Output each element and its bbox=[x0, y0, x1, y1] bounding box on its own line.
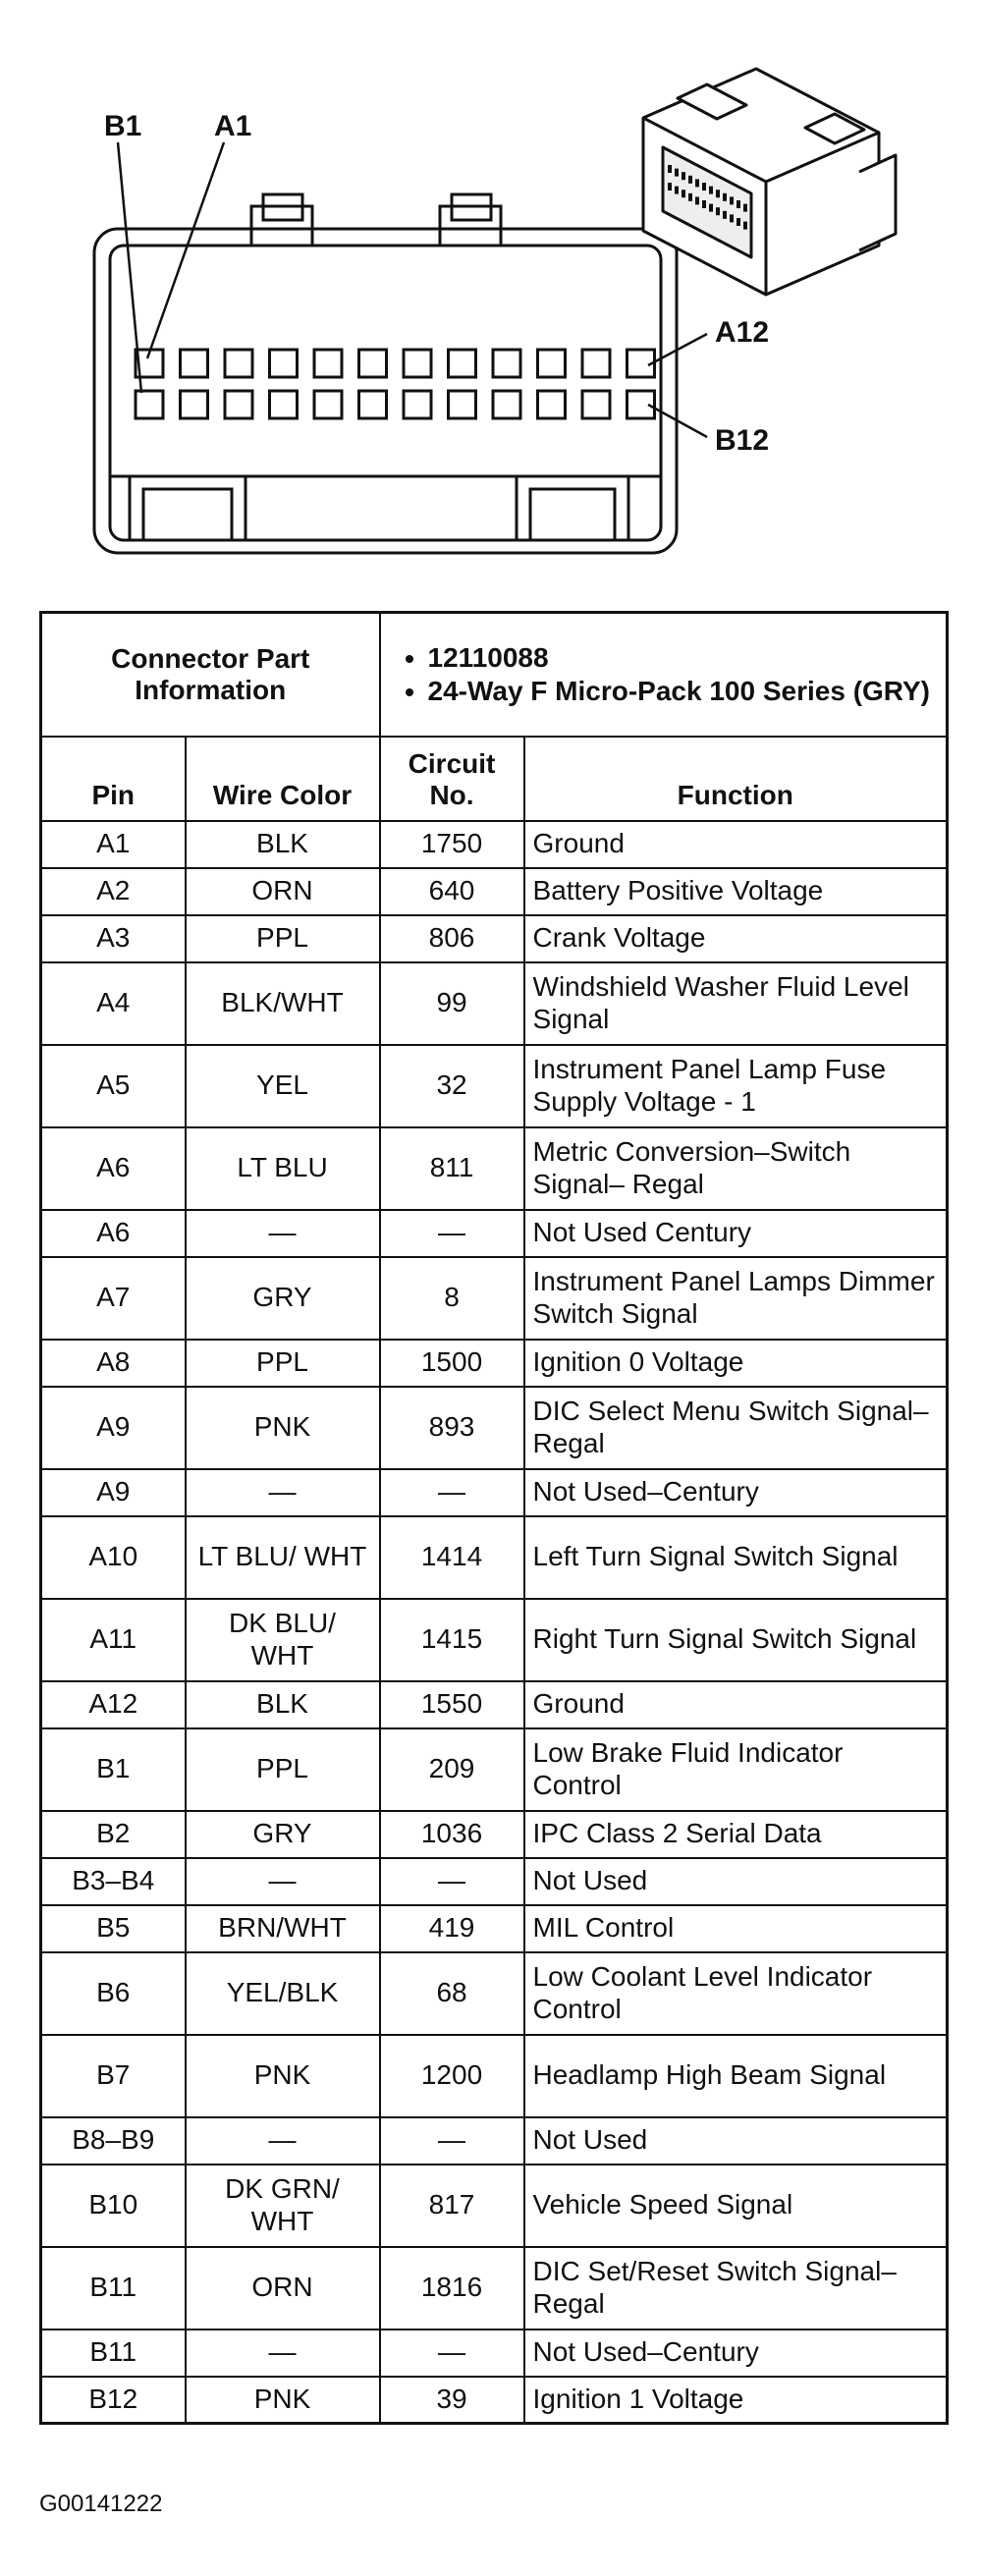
wire-color-cell: DK GRN/ WHT bbox=[186, 2165, 380, 2247]
header-wire-color: Wire Color bbox=[186, 737, 380, 821]
table-row bbox=[41, 1728, 948, 1811]
pin-cavity bbox=[314, 350, 342, 377]
figure-code: G00141222 bbox=[39, 2491, 163, 2517]
table-row bbox=[41, 1340, 948, 1387]
wire-color-cell: PNK bbox=[186, 1387, 380, 1469]
wire-color-cell: — bbox=[186, 2329, 380, 2377]
table-row bbox=[41, 2377, 948, 2424]
pin-grid bbox=[136, 350, 655, 418]
label-a1: A1 bbox=[214, 110, 252, 142]
table-row bbox=[41, 1811, 948, 1858]
pin-cavity bbox=[359, 350, 387, 377]
pin-cavity bbox=[225, 391, 252, 418]
function-cell: Left Turn Signal Switch Signal bbox=[524, 1516, 948, 1599]
pin-cavity bbox=[493, 350, 520, 377]
wire-color-cell: PNK bbox=[186, 2035, 380, 2117]
pin-cell: A8 bbox=[41, 1340, 186, 1387]
wire-color-cell: ORN bbox=[186, 2247, 380, 2329]
table-row bbox=[41, 1905, 948, 1952]
function-cell: Not Used–Century bbox=[524, 2329, 948, 2377]
circuit-cell: 39 bbox=[380, 2377, 524, 2424]
pin-cell: B2 bbox=[41, 1811, 186, 1858]
table-row bbox=[41, 1257, 948, 1340]
circuit-cell: 8 bbox=[380, 1257, 524, 1340]
iso-pin bbox=[736, 218, 740, 226]
pin-cell: B8–B9 bbox=[41, 2117, 186, 2165]
wire-color-cell: GRY bbox=[186, 1811, 380, 1858]
pin-cell: A11 bbox=[41, 1599, 186, 1681]
circuit-cell: — bbox=[380, 2117, 524, 2165]
function-cell: Crank Voltage bbox=[524, 915, 948, 962]
pin-cavity bbox=[493, 391, 520, 418]
connector-info-list bbox=[389, 642, 939, 707]
function-cell: Ignition 1 Voltage bbox=[524, 2377, 948, 2424]
circuit-cell: 1036 bbox=[380, 1811, 524, 1858]
pin-cavity bbox=[225, 350, 252, 377]
circuit-cell: 806 bbox=[380, 915, 524, 962]
pin-cell: A10 bbox=[41, 1516, 186, 1599]
connector-description: • 24-Way F Micro-Pack 100 Series (GRY) bbox=[428, 676, 939, 707]
wire-color-cell: PPL bbox=[186, 1728, 380, 1811]
circuit-cell: — bbox=[380, 2329, 524, 2377]
circuit-cell: 817 bbox=[380, 2165, 524, 2247]
header-function: Function bbox=[524, 737, 948, 821]
wire-color-cell: GRY bbox=[186, 1257, 380, 1340]
pin-cell: B1 bbox=[41, 1728, 186, 1811]
table-row bbox=[41, 1599, 948, 1681]
table-row bbox=[41, 1516, 948, 1599]
pin-cavity bbox=[270, 350, 298, 377]
iso-pin bbox=[682, 190, 685, 197]
circuit-cell: — bbox=[380, 1469, 524, 1516]
pin-cell: B3–B4 bbox=[41, 1858, 186, 1905]
function-cell: Instrument Panel Lamp Fuse Supply Voltage - 1 bbox=[524, 1045, 948, 1127]
iso-pin bbox=[695, 196, 699, 204]
wire-color-cell: — bbox=[186, 1210, 380, 1257]
pin-cell: A4 bbox=[41, 962, 186, 1045]
header-pin: Pin bbox=[41, 737, 186, 821]
pin-cell: A9 bbox=[41, 1387, 186, 1469]
table-row bbox=[41, 962, 948, 1045]
table-header-row bbox=[41, 737, 948, 821]
connector-info-cell bbox=[380, 613, 948, 737]
label-b1: B1 bbox=[104, 110, 142, 142]
function-cell: Metric Conversion–Switch Signal– Regal bbox=[524, 1127, 948, 1210]
pin-cavity bbox=[359, 391, 387, 418]
label-a12: A12 bbox=[715, 316, 770, 349]
iso-pin bbox=[702, 200, 706, 208]
iso-pin bbox=[688, 176, 692, 184]
circuit-cell: 1200 bbox=[380, 2035, 524, 2117]
pin-cell: B11 bbox=[41, 2329, 186, 2377]
header-circuit-no: Circuit No. bbox=[380, 737, 524, 821]
function-cell: IPC Class 2 Serial Data bbox=[524, 1811, 948, 1858]
pin-cavity bbox=[449, 350, 476, 377]
pin-cavity bbox=[270, 391, 298, 418]
pin-cell: A6 bbox=[41, 1210, 186, 1257]
connector-part-number: • 12110088 bbox=[428, 642, 939, 674]
circuit-cell: 1415 bbox=[380, 1599, 524, 1681]
table-row bbox=[41, 2329, 948, 2377]
pin-cavity bbox=[314, 391, 342, 418]
iso-pin bbox=[723, 211, 727, 219]
iso-pin bbox=[668, 165, 672, 173]
wire-color-cell: — bbox=[186, 2117, 380, 2165]
iso-pin bbox=[709, 204, 713, 212]
iso-pin bbox=[736, 200, 740, 208]
table-row bbox=[41, 2165, 948, 2247]
iso-pin bbox=[730, 196, 734, 204]
pin-cavity bbox=[404, 391, 431, 418]
wire-color-cell: BLK/WHT bbox=[186, 962, 380, 1045]
table-row bbox=[41, 1858, 948, 1905]
function-cell: Low Coolant Level Indicator Control bbox=[524, 1952, 948, 2035]
wire-color-cell: — bbox=[186, 1858, 380, 1905]
pin-cavity bbox=[582, 391, 610, 418]
circuit-cell: 419 bbox=[380, 1905, 524, 1952]
table-row bbox=[41, 1387, 948, 1469]
pin-cell: B11 bbox=[41, 2247, 186, 2329]
pin-cavity bbox=[582, 350, 610, 377]
connector-iso-sketch bbox=[643, 69, 896, 295]
pin-cell: A7 bbox=[41, 1257, 186, 1340]
circuit-cell: 1550 bbox=[380, 1681, 524, 1728]
table-row bbox=[41, 2117, 948, 2165]
pin-cell: A9 bbox=[41, 1469, 186, 1516]
function-cell: Headlamp High Beam Signal bbox=[524, 2035, 948, 2117]
pin-cell: B7 bbox=[41, 2035, 186, 2117]
pin-cell: A12 bbox=[41, 1681, 186, 1728]
circuit-cell: — bbox=[380, 1858, 524, 1905]
function-cell: Not Used Century bbox=[524, 1210, 948, 1257]
function-cell: Battery Positive Voltage bbox=[524, 868, 948, 915]
pin-cell: A2 bbox=[41, 868, 186, 915]
function-cell: Not Used bbox=[524, 2117, 948, 2165]
function-cell: Instrument Panel Lamps Dimmer Switch Signal bbox=[524, 1257, 948, 1340]
function-cell: Ground bbox=[524, 821, 948, 868]
pin-cavity bbox=[538, 350, 566, 377]
table-row bbox=[41, 1045, 948, 1127]
pin-cell: B10 bbox=[41, 2165, 186, 2247]
function-cell: MIL Control bbox=[524, 1905, 948, 1952]
circuit-cell: 32 bbox=[380, 1045, 524, 1127]
pin-cell: A1 bbox=[41, 821, 186, 868]
circuit-cell: 1414 bbox=[380, 1516, 524, 1599]
table-row bbox=[41, 1681, 948, 1728]
wire-color-cell: BLK bbox=[186, 821, 380, 868]
label-b12: B12 bbox=[715, 424, 770, 457]
connector-diagram bbox=[0, 0, 982, 579]
pin-cavity bbox=[181, 391, 208, 418]
pin-cavity bbox=[404, 350, 431, 377]
pin-cell: B5 bbox=[41, 1905, 186, 1952]
iso-pin bbox=[682, 172, 685, 180]
table-row bbox=[41, 2035, 948, 2117]
function-cell: Ground bbox=[524, 1681, 948, 1728]
iso-pin bbox=[743, 204, 747, 212]
table-row bbox=[41, 1952, 948, 2035]
wire-color-cell: PPL bbox=[186, 1340, 380, 1387]
pin-table bbox=[39, 611, 949, 2425]
function-cell: Low Brake Fluid Indicator Control bbox=[524, 1728, 948, 1811]
wire-color-cell: YEL/BLK bbox=[186, 1952, 380, 2035]
table-row bbox=[41, 821, 948, 868]
wire-color-cell: BLK bbox=[186, 1681, 380, 1728]
function-cell: Not Used–Century bbox=[524, 1469, 948, 1516]
table-row bbox=[41, 1210, 948, 1257]
function-cell: DIC Select Menu Switch Signal–Regal bbox=[524, 1387, 948, 1469]
iso-pin bbox=[723, 193, 727, 201]
pin-cavity bbox=[136, 391, 163, 418]
iso-pin bbox=[688, 193, 692, 201]
table-row bbox=[41, 868, 948, 915]
iso-pin bbox=[702, 183, 706, 191]
iso-pin bbox=[716, 190, 720, 197]
circuit-cell: 811 bbox=[380, 1127, 524, 1210]
function-cell: Right Turn Signal Switch Signal bbox=[524, 1599, 948, 1681]
pin-cell: B12 bbox=[41, 2377, 186, 2424]
pin-cavity bbox=[449, 391, 476, 418]
circuit-cell: 1816 bbox=[380, 2247, 524, 2329]
function-cell: Vehicle Speed Signal bbox=[524, 2165, 948, 2247]
wire-color-cell: BRN/WHT bbox=[186, 1905, 380, 1952]
circuit-cell: 68 bbox=[380, 1952, 524, 2035]
wire-color-cell: — bbox=[186, 1469, 380, 1516]
circuit-cell: 209 bbox=[380, 1728, 524, 1811]
iso-pin bbox=[730, 214, 734, 222]
wire-color-cell: DK BLU/ WHT bbox=[186, 1599, 380, 1681]
wire-color-cell: LT BLU/ WHT bbox=[186, 1516, 380, 1599]
circuit-cell: 893 bbox=[380, 1387, 524, 1469]
wire-color-cell: PNK bbox=[186, 2377, 380, 2424]
circuit-cell: 640 bbox=[380, 868, 524, 915]
pin-cavity bbox=[538, 391, 566, 418]
circuit-cell: — bbox=[380, 1210, 524, 1257]
wire-color-cell: PPL bbox=[186, 915, 380, 962]
function-cell: Ignition 0 Voltage bbox=[524, 1340, 948, 1387]
table-row bbox=[41, 915, 948, 962]
iso-pin bbox=[743, 222, 747, 230]
function-cell: DIC Set/Reset Switch Signal–Regal bbox=[524, 2247, 948, 2329]
table-row bbox=[41, 2247, 948, 2329]
iso-pin bbox=[675, 169, 679, 177]
circuit-cell: 1500 bbox=[380, 1340, 524, 1387]
wire-color-cell: LT BLU bbox=[186, 1127, 380, 1210]
circuit-cell: 99 bbox=[380, 962, 524, 1045]
wire-color-cell: ORN bbox=[186, 868, 380, 915]
iso-pin bbox=[695, 179, 699, 187]
connector-info-row bbox=[41, 613, 948, 737]
iso-pin bbox=[675, 187, 679, 194]
function-cell: Not Used bbox=[524, 1858, 948, 1905]
pin-cell: B6 bbox=[41, 1952, 186, 2035]
function-cell: Windshield Washer Fluid Level Signal bbox=[524, 962, 948, 1045]
pin-cavity bbox=[181, 350, 208, 377]
pin-cell: A6 bbox=[41, 1127, 186, 1210]
table-row bbox=[41, 1469, 948, 1516]
circuit-cell: 1750 bbox=[380, 821, 524, 868]
pin-cell: A5 bbox=[41, 1045, 186, 1127]
iso-pin bbox=[668, 183, 672, 191]
iso-pin bbox=[709, 187, 713, 194]
table-row bbox=[41, 1127, 948, 1210]
iso-pin bbox=[716, 207, 720, 215]
pin-cell: A3 bbox=[41, 915, 186, 962]
wire-color-cell: YEL bbox=[186, 1045, 380, 1127]
connector-info-title: Connector Part Information bbox=[41, 613, 380, 737]
